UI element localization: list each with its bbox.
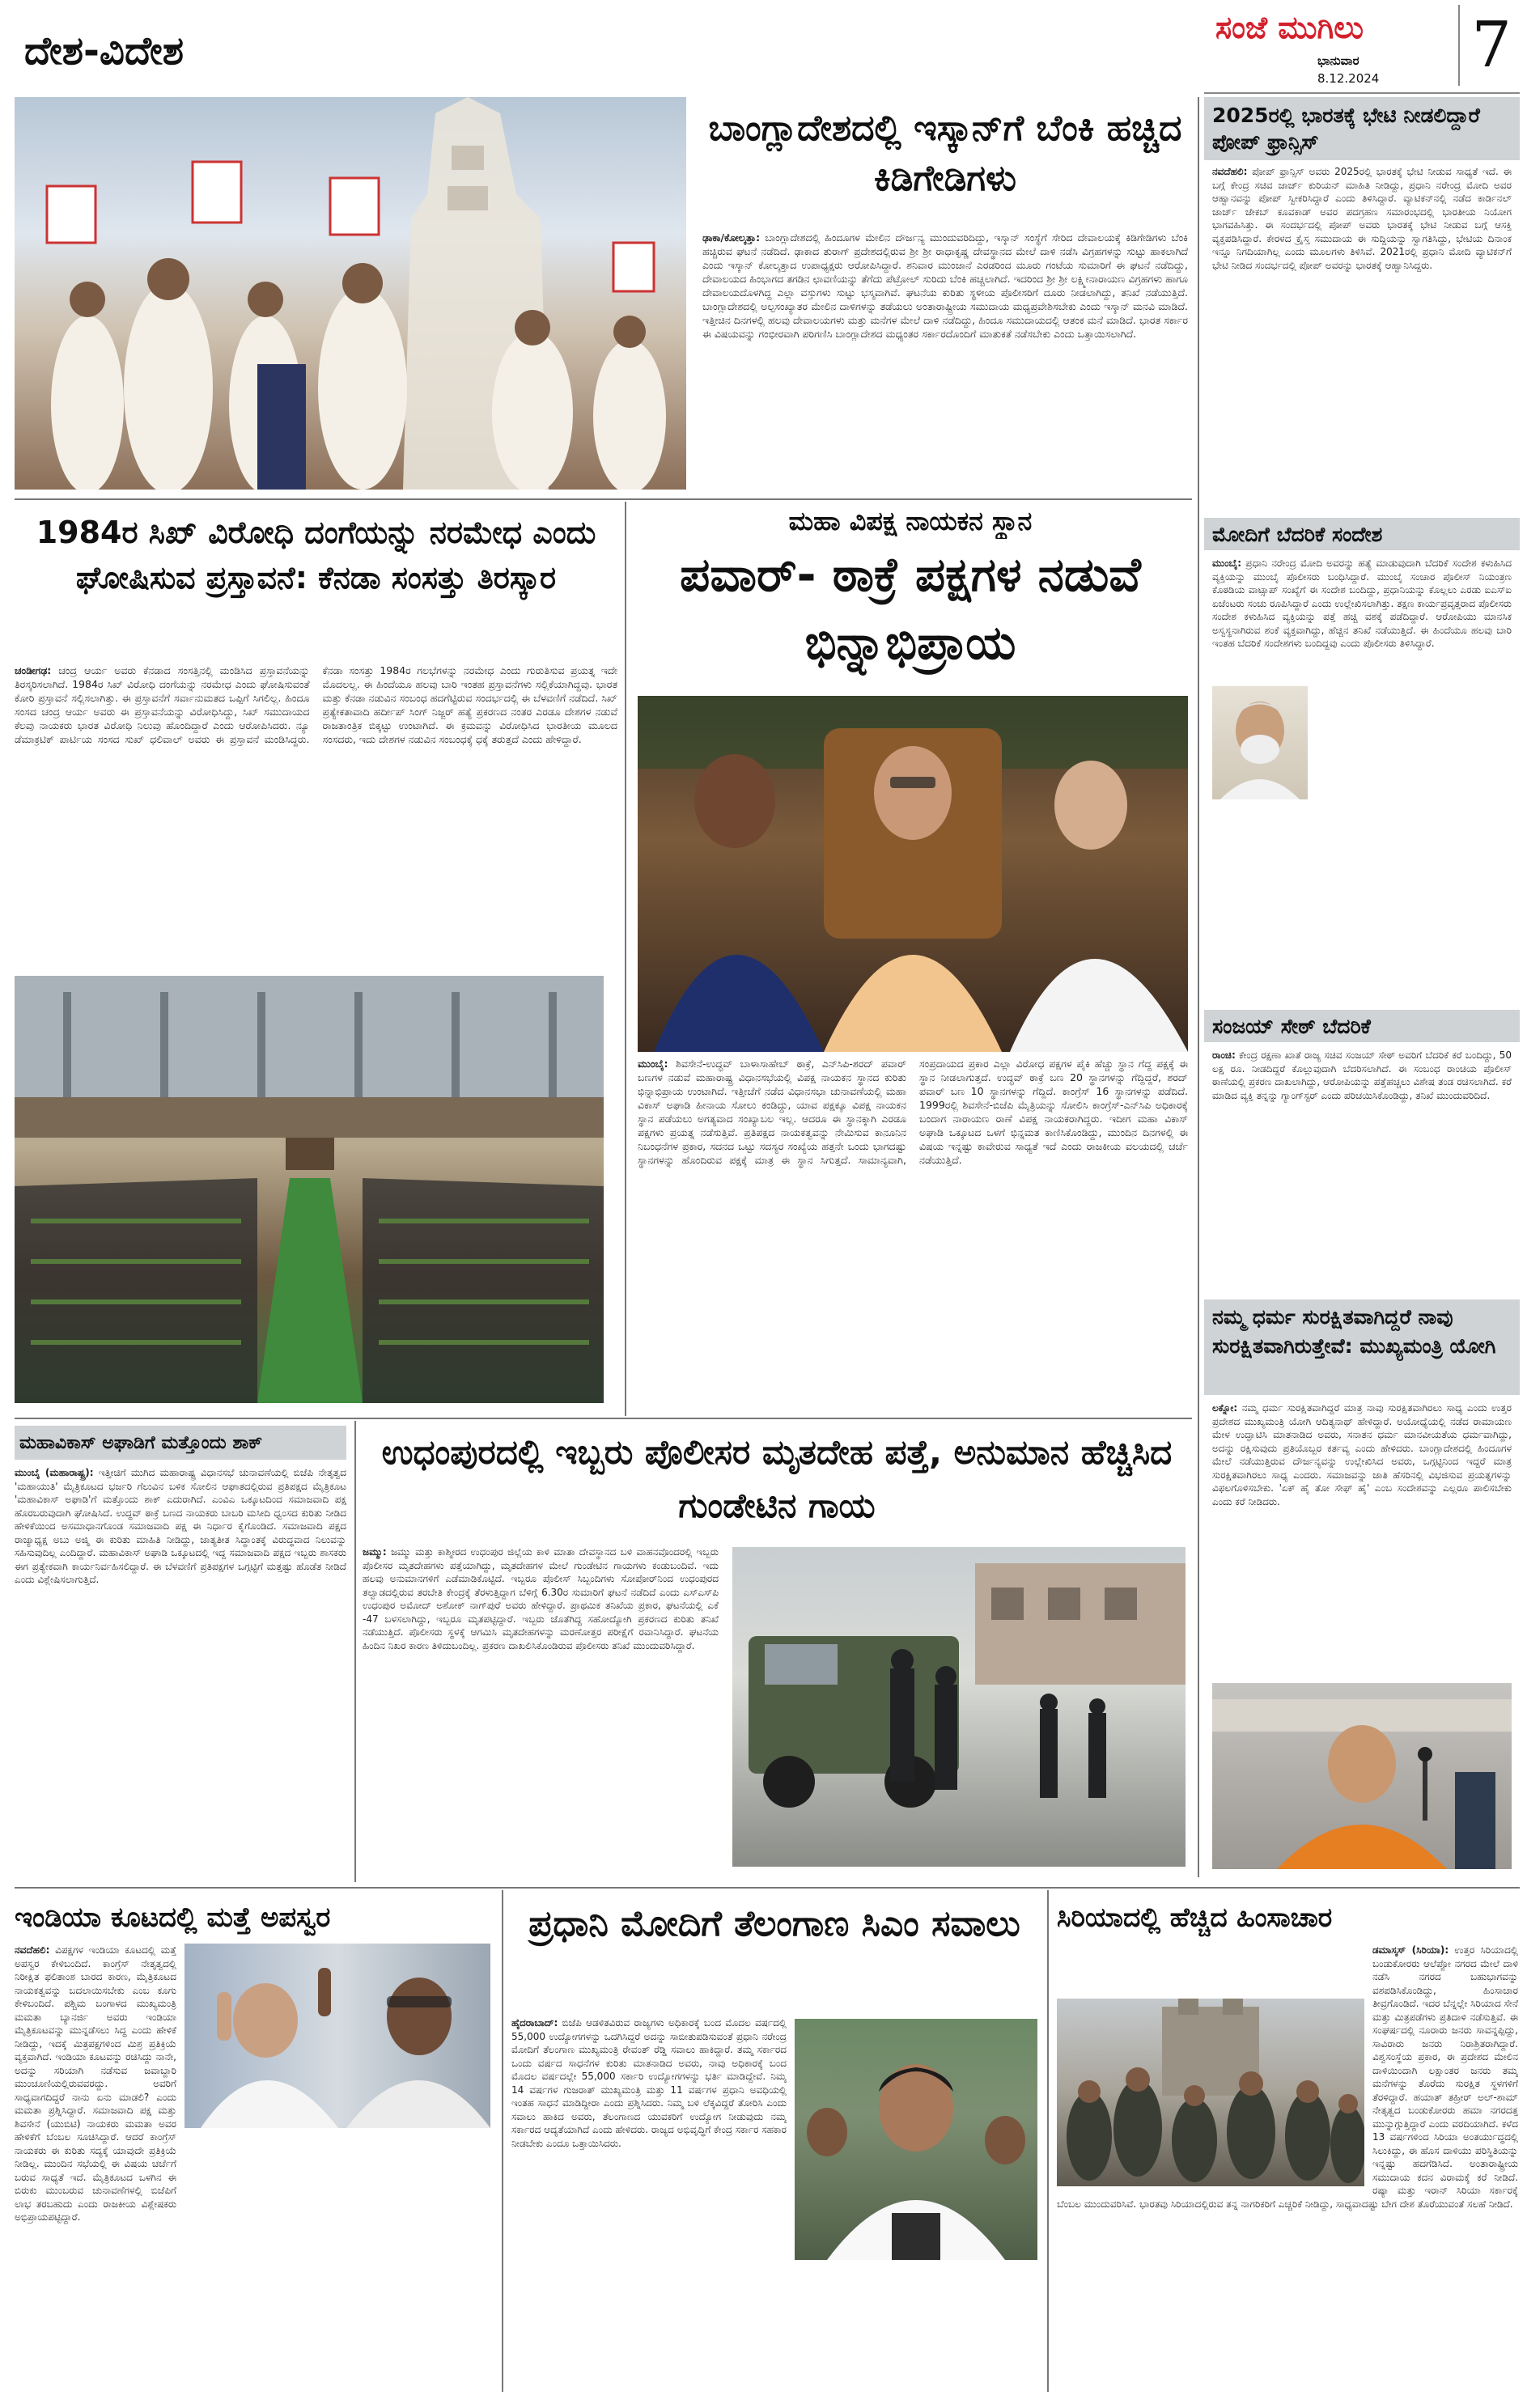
- mva-dateline: ಮುಂಬೈ (ಮಹಾರಾಷ್ಟ್ರ):: [15, 1467, 94, 1478]
- modi-photo: [1212, 686, 1308, 799]
- pawar-kicker: [631, 503, 1190, 539]
- pope-body-text: ಪೋಪ್ ಫ್ರಾನ್ಸಿಸ್ ಅವರು 2025ರಲ್ಲಿ ಭಾರತಕ್ಕೆ ಭೇಟಿ ನೀಡುವ ಸಾಧ್ಯತೆ ಇದೆ. ಈ ಬಗ್ಗೆ ಕೇಂದ್ರ ಸಚಿವ ಜಾರ್ಜ್ ಕುರಿಯನ್ ಮಾಹಿತಿ ನೀಡಿದ್ದು, ಪ್ರಧಾನಿ ನರೇಂದ್ರ ಮೋದಿ ಅವರ ಆಹ್ವಾನವನ್ನು ಪೋಪ್ ಸ್ವೀಕರಿಸಿದ್ದಾರೆ ಎಂದು ತಿಳಿಸಿದ್ದಾರೆ. ವ್ಯಾಟಿಕನ್‌ನಲ್ಲಿ ನಡೆದ ಕಾರ್ಡಿನಲ್ ಜಾರ್ಜ್ ಜೇಕಬ್ ಕೂವಕಾಡ್ ಅವರ ಪದಗ್ರಹಣ ಸಮಾರಂಭದಲ್ಲಿ ಭಾರತೀಯ ನಿಯೋಗ ಭಾಗವಹಿಸಿತ್ತು. ಈ ಸಂದರ್ಭದಲ್ಲಿ ಪೋಪ್ ಅವರು ಭಾರತಕ್ಕೆ ಭೇಟಿ ನೀಡುವ ಬಗ್ಗೆ ಆಸಕ್ತಿ ವ್ಯಕ್ತಪಡಿಸಿದ್ದಾರೆ. ಕೇರಳದ ಕ್ರೈಸ್ತ ಸಮುದಾಯ ಈ ಸುದ್ದಿಯನ್ನು ಸ್ವಾಗತಿಸಿದ್ದು, ಭೇಟಿಯ ದಿನಾಂಕ ಇನ್ನೂ ನಿಗದಿಯಾಗಿಲ್ಲ ಎಂದು ಮೂಲಗಳು ತಿಳಿಸಿವೆ. 2021ರಲ್ಲಿ ಪ್ರಧಾನಿ ಮೋದಿ ವ್ಯಾಟಿಕನ್‌ಗೆ ಭೇಟಿ ನೀಡಿದ ಸಂದರ್ಭದಲ್ಲಿ ಪೋಪ್ ಅವರನ್ನು ಭಾರತಕ್ಕೆ ಆಹ್ವಾನಿಸಿದ್ದರು.: [1212, 166, 1512, 271]
- india-headline-text: ಇಂಡಿಯಾ ಕೂಟದಲ್ಲಿ ಮತ್ತೆ ಅಪಸ್ವರ: [15, 1901, 331, 1934]
- india-body-text: ವಿಪಕ್ಷಗಳ ಇಂಡಿಯಾ ಕೂಟದಲ್ಲಿ ಮತ್ತೆ ಅಪಸ್ವರ ಕೇಳಿಬಂದಿದೆ. ಕಾಂಗ್ರೆಸ್ ನೇತೃತ್ವದಲ್ಲಿ ನಿರೀಕ್ಷಿತ ಫಲಿತಾಂಶ ಬಾರದ ಕಾರಣ, ಮೈತ್ರಿಕೂಟದ ನಾಯಕತ್ವವನ್ನು ಬದಲಾಯಿಸಬೇಕು ಎಂಬ ಕೂಗು ಕೇಳಿಬಂದಿದೆ. ಪಶ್ಚಿಮ ಬಂಗಾಳದ ಮುಖ್ಯಮಂತ್ರಿ ಮಮತಾ ಬ್ಯಾನರ್ಜಿ ಅವರು ಇಂಡಿಯಾ ಮೈತ್ರಿಕೂಟವನ್ನು ಮುನ್ನಡೆಸಲು ಸಿದ್ಧ ಎಂದು ಹೇಳಿಕೆ ನೀಡಿದ್ದು, ಇದಕ್ಕೆ ಮಿತ್ರಪಕ್ಷಗಳಿಂದ ಮಿಶ್ರ ಪ್ರತಿಕ್ರಿಯೆ ವ್ಯಕ್ತವಾಗಿದೆ. ಇಂಡಿಯಾ ಕೂಟವನ್ನು ರಚಿಸಿದ್ದು ನಾನೇ, ಅದನ್ನು ಸರಿಯಾಗಿ ನಡೆಸುವ ಜವಾಬ್ದಾರಿ ಮುಂಚೂಣಿಯಲ್ಲಿರುವವರದ್ದು. ಅವರಿಗೆ ಸಾಧ್ಯವಾಗದಿದ್ದರೆ ನಾನು ಏನು ಮಾಡಲಿ? ಎಂದು ಮಮತಾ ಪ್ರಶ್ನಿಸಿದ್ದಾರೆ. ಸಮಾಜವಾದಿ ಪಕ್ಷ ಮತ್ತು ಶಿವಸೇನೆ (ಯುಬಿಟಿ) ನಾಯಕರು ಮಮತಾ ಅವರ ಹೇಳಿಕೆಗೆ ಬೆಂಬಲ ಸೂಚಿಸಿದ್ದಾರೆ. ಆದರೆ ಕಾಂಗ್ರೆಸ್ ನಾಯಕರು ಈ ಕುರಿತು ಸದ್ಯಕ್ಕೆ ಯಾವುದೇ ಪ್ರತಿಕ್ರಿಯೆ ನೀಡಿಲ್ಲ. ಮುಂದಿನ ಸಭೆಯಲ್ಲಿ ಈ ವಿಷಯ ಚರ್ಚೆಗೆ ಬರುವ ಸಾಧ್ಯತೆ ಇದೆ. ಮೈತ್ರಿಕೂಟದ ಒಳಗಿನ ಈ ಬಿರುಕು ಮುಂಬರುವ ಚುನಾವಣೆಗಳಲ್ಲಿ ಬಿಜೆಪಿಗೆ ಲಾಭ ತರಬಹುದು ಎಂದು ರಾಜಕೀಯ ವಿಶ್ಲೇಷಕರು ಅಭಿಪ್ರಾಯಪಟ್ಟಿದ್ದಾರೆ.: [15, 1944, 176, 2223]
- yogi-headline: [1212, 1303, 1512, 1393]
- pawar-headline: [631, 541, 1190, 682]
- mva-headline-text: ಮಹಾವಿಕಾಸ್ ಅಘಾಡಿಗೆ ಮತ್ತೊಂದು ಶಾಕ್: [19, 1433, 263, 1453]
- syria-headline-text: ಸಿರಿಯಾದಲ್ಲಿ ಹೆಚ್ಚಿದ ಹಿಂಸಾಚಾರ: [1057, 1901, 1333, 1933]
- telangana-dateline: ಹೈದರಾಬಾದ್:: [511, 2017, 558, 2029]
- salman-body: [1212, 1049, 1512, 1291]
- canada-body-text: ಚಂದ್ರ ಆರ್ಯ ಅವರು ಕೆನಡಾದ ಸಂಸತ್ತಿನಲ್ಲಿ ಮಂಡಿಸಿದ ಪ್ರಸ್ತಾವನೆಯನ್ನು ತಿರಸ್ಕರಿಸಲಾಗಿದೆ. 1984ರ ಸಿಖ್ ವಿರೋಧಿ ದಂಗೆಯನ್ನು ನರಮೇಧ ಎಂದು ಘೋಷಿಸುವಂತೆ ಕೋರಿ ಪ್ರಸ್ತಾವನೆ ಸಲ್ಲಿಸಲಾಗಿತ್ತು. ಈ ಪ್ರಸ್ತಾವನೆಗೆ ಸರ್ವಾನುಮತದ ಒಪ್ಪಿಗೆ ಸಿಗಲಿಲ್ಲ. ಹಿಂದೂ ಸಂಸದ ಚಂದ್ರ ಆರ್ಯ ಅವರು ಈ ಪ್ರಸ್ತಾವನೆಯನ್ನು ವಿರೋಧಿಸಿದ್ದು, ಸಿಖ್ ಸಮುದಾಯದ ಕೆಲವು ನಾಯಕರು ಭಾರತ ವಿರೋಧಿ ನಿಲುವು ಹೊಂದಿದ್ದಾರೆ ಎಂದು ಆರೋಪಿಸಿದರು. ನ್ಯೂ ಡೆಮಾಕ್ರಟಿಕ್ ಪಾರ್ಟಿಯ ಸಂಸದ ಸುಖ್ ಧಲಿವಾಲ್ ಅವರು ಈ ಪ್ರಸ್ತಾವನೆ ಮಂಡಿಸಿದ್ದರು. ಕೆನಡಾ ಸಂಸತ್ತು 1984ರ ಗಲಭೆಗಳನ್ನು ನರಮೇಧ ಎಂದು ಗುರುತಿಸುವ ಪ್ರಯತ್ನ ಇದೇ ಮೊದಲಲ್ಲ. ಈ ಹಿಂದೆಯೂ ಹಲವು ಬಾರಿ ಇಂತಹ ಪ್ರಸ್ತಾವನೆಗಳು ಸಲ್ಲಿಕೆಯಾಗಿದ್ದವು. ಭಾರತ ಮತ್ತು ಕೆನಡಾ ನಡುವಿನ ಸಂಬಂಧ ಹದಗೆಟ್ಟಿರುವ ಸಂದರ್ಭದಲ್ಲಿ ಈ ಬೆಳವಣಿಗೆ ನಡೆದಿದೆ. ಸಿಖ್ ಪ್ರತ್ಯೇಕತಾವಾದಿ ಹರ್ದೀಪ್ ಸಿಂಗ್ ನಿಜ್ಜರ್ ಹತ್ಯೆ ಪ್ರಕರಣದ ನಂತರ ಎರಡೂ ದೇಶಗಳ ನಡುವೆ ರಾಜತಾಂತ್ರಿಕ ಬಿಕ್ಕಟ್ಟು ಉಂಟಾಗಿದೆ. ಈ ಕ್ರಮವನ್ನು ವಿರೋಧಿಸಿದ ಭಾರತೀಯ ಮೂಲದ ಸಂಸದರು, ಇದು ದೇಶಗಳ ನಡುವಿನ ಸಂಬಂಧಕ್ಕೆ ಧಕ್ಕೆ ತರುತ್ತದೆ ಎಂದು ಹೇಳಿದ್ದಾರೆ.: [15, 664, 617, 745]
- yogi-dateline: ಲಕ್ನೋ:: [1212, 1402, 1238, 1414]
- syria-headline: [1057, 1897, 1518, 1938]
- salman-dateline: ರಾಂಚಿ:: [1212, 1049, 1236, 1061]
- canada-headline-text: 1984ರ ಸಿಖ್ ವಿರೋಧಿ ದಂಗೆಯನ್ನು ನರಮೇಧ ಎಂದು ಘೋಷಿಸುವ ಪ್ರಸ್ತಾವನೆ: ಕೆನಡಾ ಸಂಸತ್ತು ತಿರಸ್ಕಾರ: [36, 515, 596, 596]
- pawar-dateline: ಮುಂಬೈ:: [638, 1058, 668, 1070]
- canada-headline: [15, 510, 617, 655]
- india-dateline: ನವದೆಹಲಿ:: [15, 1944, 50, 1956]
- divider-india-telangana: [502, 1890, 503, 2392]
- india-body: [15, 1944, 176, 2389]
- iskcon-body-text: ಬಾಂಗ್ಲಾದೇಶದಲ್ಲಿ ಹಿಂದೂಗಳ ಮೇಲಿನ ದೌರ್ಜನ್ಯ ಮುಂದುವರಿದಿದ್ದು, ಇಸ್ಕಾನ್ ಸಂಸ್ಥೆಗೆ ಸೇರಿದ ದೇವಾಲಯಕ್ಕೆ ಕಿಡಿಗೇಡಿಗಳು ಬೆಂಕಿ ಹಚ್ಚಿರುವ ಘಟನೆ ನಡೆದಿದೆ. ಢಾಕಾದ ತುರಾಗ್ ಪ್ರದೇಶದಲ್ಲಿರುವ ಶ್ರೀ ಶ್ರೀ ರಾಧಾಕೃಷ್ಣ ದೇವಸ್ಥಾನದ ಮೇಲೆ ದಾಳಿ ನಡೆಸಿ ವಿಗ್ರಹಗಳನ್ನು ಸುಟ್ಟು ಹಾಕಲಾಗಿದೆ ಎಂದು ಇಸ್ಕಾನ್ ಕೋಲ್ಕತ್ತಾದ ಉಪಾಧ್ಯಕ್ಷರು ಆರೋಪಿಸಿದ್ದಾರೆ. ಶನಿವಾರ ಮುಂಜಾನೆ ಎರಡರಿಂದ ಮೂರು ಗಂಟೆಯ ಸುಮಾರಿಗೆ ಈ ಘಟನೆ ನಡೆದಿದ್ದು, ದೇವಾಲಯದ ಹಿಂಭಾಗದ ತಗಡಿನ ಛಾವಣಿಯನ್ನು ತೆಗೆದು ಪೆಟ್ರೋಲ್ ಸುರಿದು ಬೆಂಕಿ ಹಚ್ಚಲಾಗಿದೆ. ಇದರಿಂದ ಶ್ರೀ ಶ್ರೀ ಲಕ್ಷ್ಮೀನಾರಾಯಣ ವಿಗ್ರಹಗಳು ಹಾಗೂ ದೇವಾಲಯದೊಳಗಿದ್ದ ಎಲ್ಲಾ ವಸ್ತುಗಳು ಸುಟ್ಟು ಭಸ್ಮವಾಗಿವೆ. ಘಟನೆಯ ಕುರಿತು ಸ್ಥಳೀಯ ಪೊಲೀಸರಿಗೆ ದೂರು ನೀಡಲಾಗಿದ್ದು, ತನಿಖೆ ನಡೆಯುತ್ತಿದೆ. ಬಾಂಗ್ಲಾದೇಶದಲ್ಲಿ ಅಲ್ಪಸಂಖ್ಯಾತರ ಮೇಲಿನ ದಾಳಿಗಳನ್ನು ತಡೆಯಲು ಅಂತಾರಾಷ್ಟ್ರೀಯ ಸಮುದಾಯ ಮಧ್ಯಪ್ರವೇಶಿಸಬೇಕು ಎಂದು ಇಸ್ಕಾನ್ ಮನವಿ ಮಾಡಿದೆ. ಇತ್ತೀಚಿನ ದಿನಗಳಲ್ಲಿ ಹಲವು ದೇವಾಲಯಗಳು ಮತ್ತು ಮನೆಗಳ ಮೇಲೆ ದಾಳಿ ನಡೆದಿದ್ದು, ಹಿಂದೂ ಸಮುದಾಯದಲ್ಲಿ ಆತಂಕ ಮನೆ ಮಾಡಿದೆ. ಭಾರತ ಸರ್ಕಾರ ಈ ವಿಷಯವನ್ನು ಗಂಭೀರವಾಗಿ ಪರಿಗಣಿಸಿ ಬಾಂಗ್ಲಾದೇಶದ ಮಧ್ಯಂತರ ಸರ್ಕಾರದೊಂದಿಗೆ ಮಾತುಕತೆ ನಡೆಸಬೇಕು ಎಂದು ಒತ್ತಾಯಿಸಲಾಗಿದೆ.: [702, 231, 1188, 340]
- syria-dateline: ಡಮಾಸ್ಕಸ್ (ಸಿರಿಯಾ):: [1372, 1944, 1449, 1956]
- modi-body: [1212, 557, 1512, 682]
- page-number: 7: [1458, 5, 1512, 86]
- udhampur-body-text: ಜಮ್ಮು ಮತ್ತು ಕಾಶ್ಮೀರದ ಉಧಂಪುರ ಜಿಲ್ಲೆಯ ಕಾಳಿ ಮಾತಾ ದೇವಸ್ಥಾನದ ಬಳಿ ವಾಹನವೊಂದರಲ್ಲಿ ಇಬ್ಬರು ಪೊಲೀಸರ ಮೃತದೇಹಗಳು ಪತ್ತೆಯಾಗಿದ್ದು, ಮೃತದೇಹಗಳ ಮೇಲೆ ಗುಂಡೇಟಿನ ಗಾಯಗಳು ಕಂಡುಬಂದಿವೆ. ಇದು ಹಲವು ಅನುಮಾನಗಳಿಗೆ ಎಡೆಮಾಡಿಕೊಟ್ಟಿದೆ. ಇಬ್ಬರೂ ಪೊಲೀಸ್ ಸಿಬ್ಬಂದಿಗಳು ಸೋಪೋರ್‌ನಿಂದ ಉಧಂಪುರದ ತಲ್ವಾಡದಲ್ಲಿರುವ ತರಬೇತಿ ಕೇಂದ್ರಕ್ಕೆ ತೆರಳುತ್ತಿದ್ದಾಗ ಬೆಳಿಗ್ಗೆ 6.30ರ ಸುಮಾರಿಗೆ ಘಟನೆ ನಡೆದಿದೆ ಎಂದು ಎಸ್‌ಎಸ್‌ಪಿ ಉಧಂಪುರ ಅಮೋದ್ ಅಶೋಕ್ ನಾಗ್‌ಪುರೆ ಅವರು ಹೇಳಿದ್ದಾರೆ. ಪ್ರಾಥಮಿಕ ತನಿಖೆಯ ಪ್ರಕಾರ, ಘಟನೆಯಲ್ಲಿ ಎಕೆ -47 ಬಳಸಲಾಗಿದ್ದು, ಇಬ್ಬರೂ ಮೃತಪಟ್ಟಿದ್ದಾರೆ. ಇಬ್ಬರು ಜೊತೆಗಿದ್ದ ಸಹೋದ್ಯೋಗಿ ಪ್ರಕರಣದ ಕುರಿತು ತನಿಖೆ ನಡೆಯುತ್ತಿದೆ. ಪೊಲೀಸರು ಸ್ಥಳಕ್ಕೆ ಆಗಮಿಸಿ ಮೃತದೇಹಗಳನ್ನು ಮರಣೋತ್ತರ ಪರೀಕ್ಷೆಗೆ ರವಾನಿಸಿದ್ದಾರೆ. ಘಟನೆಯ ಹಿಂದಿನ ನಿಖರ ಕಾರಣ ತಿಳಿದುಬಂದಿಲ್ಲ. ಪ್ರಕರಣ ದಾಖಲಿಸಿಕೊಂಡಿರುವ ಪೊಲೀಸರು ತನಿಖೆ ಮುಂದುವರಿಸಿದ್ದಾರೆ.: [363, 1546, 719, 1651]
- pope-dateline: ನವದೆಹಲಿ:: [1212, 166, 1248, 177]
- modi-body-cont: [1314, 686, 1512, 1006]
- canada-dateline: ಚಂಡೀಗಢ:: [15, 664, 52, 676]
- iskcon-body: [702, 231, 1188, 494]
- divider-telangana-syria: [1047, 1890, 1049, 2392]
- divider-middle-row: [15, 1418, 1192, 1419]
- mva-body-text: ಇತ್ತೀಚಿಗೆ ಮುಗಿದ ಮಹಾರಾಷ್ಟ್ರ ವಿಧಾನಸಭೆ ಚುನಾವಣೆಯಲ್ಲಿ ಬಿಜೆಪಿ ನೇತೃತ್ವದ 'ಮಹಾಯುತಿ' ಮೈತ್ರಿಕೂಟದ ಭರ್ಜರಿ ಗೆಲುವಿನ ಬಳಿಕ ಸೋಲಿನ ಆಘಾತದಲ್ಲಿರುವ ಪ್ರತಿಪಕ್ಷದ ಮೈತ್ರಿಕೂಟ 'ಮಹಾವಿಕಾಸ್ ಅಘಾಡಿ'ಗೆ ಮತ್ತೊಂದು ಶಾಕ್ ಎದುರಾಗಿದೆ. ಎಂವಿಎ ಒಕ್ಕೂಟದಿಂದ ಸಮಾಜವಾದಿ ಪಕ್ಷ ಹೊರಬರುವುದಾಗಿ ಘೋಷಿಸಿದೆ. ಉದ್ಧವ್ ಠಾಕ್ರೆ ಬಣದ ನಾಯಕರು ಬಾಬರಿ ಮಸೀದಿ ಧ್ವಂಸದ ಕುರಿತು ನೀಡಿದ ಹೇಳಿಕೆಯಿಂದ ಅಸಮಾಧಾನಗೊಂಡ ಸಮಾಜವಾದಿ ಪಕ್ಷ ಈ ನಿರ್ಧಾರ ಕೈಗೊಂಡಿದೆ. ಸಮಾಜವಾದಿ ಪಕ್ಷದ ರಾಜ್ಯಾಧ್ಯಕ್ಷ ಅಬು ಅಜ್ಮಿ ಈ ಕುರಿತು ಮಾಹಿತಿ ನೀಡಿದ್ದು, ಜಾತ್ಯತೀತ ಸಿದ್ಧಾಂತಕ್ಕೆ ವಿರುದ್ಧವಾದ ನಿಲುವನ್ನು ಸಹಿಸುವುದಿಲ್ಲ ಎಂದಿದ್ದಾರೆ. ಮಹಾವಿಕಾಸ್ ಅಘಾಡಿ ಒಕ್ಕೂಟದಲ್ಲಿ ಇದ್ದ ಸಮಾಜವಾದಿ ಪಕ್ಷದ ಇಬ್ಬರು ಶಾಸಕರು ಈಗ ಪ್ರತ್ಯೇಕವಾಗಿ ಕಾರ್ಯನಿರ್ವಹಿಸಲಿದ್ದಾರೆ. ಈ ಬೆಳವಣಿಗೆ ಪ್ರತಿಪಕ್ಷಗಳ ಒಗ್ಗಟ್ಟಿಗೆ ಮತ್ತಷ್ಟು ಹೊಡೆತ ನೀಡಿದೆ ಎಂದು ವಿಶ್ಲೇಷಿಸಲಾಗುತ್ತಿದೆ.: [15, 1467, 346, 1585]
- masthead: [1204, 5, 1520, 94]
- udhampur-headline-text: ಉಧಂಪುರದಲ್ಲಿ ಇಬ್ಬರು ಪೊಲೀಸರ ಮೃತದೇಹ ಪತ್ತೆ, ಅನುಮಾನ ಹೆಚ್ಚಿಸಿದ ಗುಂಡೇಟಿನ ಗಾಯ: [381, 1432, 1173, 1525]
- modi-headline-text: ಮೋದಿಗೆ ಬೆದರಿಕೆ ಸಂದೇಶ: [1212, 523, 1383, 546]
- divider-mva-udhampur: [354, 1421, 356, 1882]
- pope-headline: [1212, 102, 1512, 159]
- india-headline: [15, 1897, 492, 1938]
- divider-bottom-row: [15, 1887, 1520, 1889]
- modi-body-text: ಪ್ರಧಾನಿ ನರೇಂದ್ರ ಮೋದಿ ಅವರನ್ನು ಹತ್ಯೆ ಮಾಡುವುದಾಗಿ ಬೆದರಿಕೆ ಸಂದೇಶ ಕಳುಹಿಸಿದ ವ್ಯಕ್ತಿಯನ್ನು ಮುಂಬೈ ಪೊಲೀಸರು ಬಂಧಿಸಿದ್ದಾರೆ. ಮುಂಬೈ ಸಂಚಾರ ಪೊಲೀಸ್ ನಿಯಂತ್ರಣ ಕೊಠಡಿಯ ವಾಟ್ಸಾಪ್ ಸಂಖ್ಯೆಗೆ ಈ ಸಂದೇಶ ಬಂದಿದ್ದು, ಪ್ರಧಾನಿಯನ್ನು ಕೊಲ್ಲಲು ಎರಡು ಐಎಸ್‌ಐ ಏಜೆಂಟರು ಸಂಚು ರೂಪಿಸಿದ್ದಾರೆ ಎಂದು ಉಲ್ಲೇಖಿಸಲಾಗಿತ್ತು. ತಕ್ಷಣ ಕಾರ್ಯಪ್ರವೃತ್ತರಾದ ಪೊಲೀಸರು ಸಂದೇಶ ಕಳುಹಿಸಿದ ವ್ಯಕ್ತಿಯನ್ನು ಪತ್ತೆ ಹಚ್ಚಿ ವಶಕ್ಕೆ ಪಡೆದಿದ್ದಾರೆ. ಆರೋಪಿಯು ಮಾನಸಿಕ ಅಸ್ವಸ್ಥನಾಗಿರುವ ಶಂಕೆ ವ್ಯಕ್ತವಾಗಿದ್ದು, ಹೆಚ್ಚಿನ ತನಿಖೆ ನಡೆಯುತ್ತಿದೆ. ಈ ಹಿಂದೆಯೂ ಹಲವು ಬಾರಿ ಇಂತಹ ಬೆದರಿಕೆ ಸಂದೇಶಗಳು ಬಂದಿದ್ದವು ಎಂದು ಪೊಲೀಸರು ತಿಳಿಸಿದ್ದಾರೆ.: [1212, 557, 1512, 649]
- pawar-body: [638, 1057, 1188, 1413]
- mva-headline: [19, 1427, 343, 1460]
- modi-dateline: ಮುಂಬೈ:: [1212, 557, 1242, 569]
- masthead-day: ಭಾನುವಾರ: [1317, 53, 1359, 68]
- divider-sidebar: [1198, 97, 1199, 1877]
- syria-body-text: ಉತ್ತರ ಸಿರಿಯಾದಲ್ಲಿ ಬಂಡುಕೋರರು ಆಲೆಪ್ಪೋ ನಗರದ ಮೇಲೆ ದಾಳಿ ನಡೆಸಿ ನಗರದ ಬಹುಭಾಗವನ್ನು ವಶಪಡಿಸಿಕೊಂಡಿದ್ದು, ಹಿಂಸಾಚಾರ ತೀವ್ರಗೊಂಡಿದೆ. ಇದರ ಬೆನ್ನಲ್ಲೇ ಸಿರಿಯಾದ ಸೇನೆ ಮತ್ತು ಮಿತ್ರಪಡೆಗಳು ಪ್ರತಿದಾಳಿ ನಡೆಸುತ್ತಿವೆ. ಈ ಸಂಘರ್ಷದಲ್ಲಿ ನೂರಾರು ಜನರು ಸಾವನ್ನಪ್ಪಿದ್ದು, ಸಾವಿರಾರು ಜನರು ನಿರಾಶ್ರಿತರಾಗಿದ್ದಾರೆ. ವಿಶ್ವಸಂಸ್ಥೆಯ ಪ್ರಕಾರ, ಈ ಪ್ರದೇಶದ ಮೇಲಿನ ದಾಳಿಯಿಂದಾಗಿ ಲಕ್ಷಾಂತರ ಜನರು ತಮ್ಮ ಮನೆಗಳನ್ನು ತೊರೆದು ಸುರಕ್ಷಿತ ಸ್ಥಳಗಳಿಗೆ ತೆರಳಿದ್ದಾರೆ. ಹಯಾತ್ ತಹ್ರೀರ್ ಅಲ್-ಶಾಮ್ ನೇತೃತ್ವದ ಬಂಡುಕೋರರು ಹಮಾ ನಗರದತ್ತ ಮುನ್ನುಗ್ಗುತ್ತಿದ್ದಾರೆ ಎಂದು ವರದಿಯಾಗಿದೆ. ಕಳೆದ 13 ವರ್ಷಗಳಿಂದ ಸಿರಿಯಾ ಅಂತರ್ಯುದ್ಧದಲ್ಲಿ ಸಿಲುಕಿದ್ದು, ಈ ಹೊಸ ದಾಳಿಯು ಪರಿಸ್ಥಿತಿಯನ್ನು ಇನ್ನಷ್ಟು ಹದಗೆಡಿಸಿದೆ. ಅಂತಾರಾಷ್ಟ್ರೀಯ ಸಮುದಾಯ ಕದನ ವಿರಾಮಕ್ಕೆ ಕರೆ ನೀಡಿದೆ. ರಷ್ಯಾ ಮತ್ತು ಇರಾನ್ ಸಿರಿಯಾ ಸರ್ಕಾರಕ್ಕೆ ಬೆಂಬಲ ಮುಂದುವರಿಸಿವೆ. ಭಾರತವು ಸಿರಿಯಾದಲ್ಲಿರುವ ತನ್ನ ನಾಗರಿಕರಿಗೆ ಎಚ್ಚರಿಕೆ ನೀಡಿದ್ದು, ಸಾಧ್ಯವಾದಷ್ಟು ಬೇಗ ದೇಶ ತೊರೆಯುವಂತೆ ಸಲಹೆ ನೀಡಿದೆ.: [1057, 1944, 1518, 2210]
- yogi-headline-text: ನಮ್ಮ ಧರ್ಮ ಸುರಕ್ಷಿತವಾಗಿದ್ದರೆ ನಾವು ಸುರಕ್ಷಿತವಾಗಿರುತ್ತೇವೆ: ಮುಖ್ಯಮಂತ್ರಿ ಯೋಗಿ: [1212, 1305, 1496, 1358]
- salman-body-text: ಕೇಂದ್ರ ರಕ್ಷಣಾ ಖಾತೆ ರಾಜ್ಯ ಸಚಿವ ಸಂಜಯ್ ಸೇಠ್ ಅವರಿಗೆ ಬೆದರಿಕೆ ಕರೆ ಬಂದಿದ್ದು, 50 ಲಕ್ಷ ರೂ. ನೀಡದಿದ್ದರೆ ಕೊಲ್ಲುವುದಾಗಿ ಬೆದರಿಸಲಾಗಿದೆ. ಈ ಸಂಬಂಧ ರಾಂಚಿಯ ಪೊಲೀಸ್ ಠಾಣೆಯಲ್ಲಿ ಪ್ರಕರಣ ದಾಖಲಾಗಿದ್ದು, ಆರೋಪಿಯನ್ನು ಪತ್ತೆಹಚ್ಚಲು ವಿಶೇಷ ತಂಡ ರಚಿಸಲಾಗಿದೆ. ಕರೆ ಮಾಡಿದ ವ್ಯಕ್ತಿ ತನ್ನನ್ನು ಗ್ಯಾಂಗ್‌ಸ್ಟರ್ ಎಂದು ಪರಿಚಯಿಸಿಕೊಂಡಿದ್ದು, ತನಿಖೆ ಮುಂದುವರಿದಿದೆ.: [1212, 1049, 1512, 1101]
- masthead-logo: ಸಂಜೆ ಮುಗಿಲು: [1215, 10, 1364, 45]
- divider-canada-pawar: [625, 502, 626, 1416]
- section-title: [24, 23, 364, 79]
- udhampur-body: [363, 1545, 719, 1879]
- canada-body: [15, 663, 617, 971]
- divider-top-row: [15, 498, 1192, 500]
- telangana-headline: [511, 1897, 1037, 2011]
- pawar-headline-text: ಪವಾರ್- ಠಾಕ್ರೆ ಪಕ್ಷಗಳ ನಡುವೆ ಭಿನ್ನಾಭಿಪ್ರಾಯ: [680, 547, 1141, 670]
- udhampur-headline: [363, 1426, 1191, 1539]
- salman-headline: [1212, 1013, 1512, 1042]
- yogi-body: [1212, 1401, 1512, 1677]
- telangana-body-cont: [795, 2266, 1037, 2387]
- telangana-headline-text: ಪ್ರಧಾನಿ ಮೋದಿಗೆ ತೆಲಂಗಾಣ ಸಿಎಂ ಸವಾಲು: [528, 1903, 1020, 1944]
- pope-body: [1212, 165, 1512, 513]
- canada-parliament-photo: [15, 976, 604, 1403]
- udhampur-dateline: ಜಮ್ಮು:: [363, 1546, 387, 1558]
- mva-body: [15, 1466, 346, 1846]
- india-leaders-photo: [185, 1944, 490, 2128]
- modi-headline: [1212, 521, 1512, 550]
- pawar-kicker-text: ಮಹಾ ವಿಪಕ್ಷ ನಾಯಕನ ಸ್ಥಾನ: [788, 506, 1033, 536]
- iskcon-headline-text: ಬಾಂಗ್ಲಾದೇಶದಲ್ಲಿ ಇಸ್ಕಾನ್‌ಗೆ ಬೆಂಕಿ ಹಚ್ಚಿದ ಕಿಡಿಗೇಡಿಗಳು: [708, 108, 1182, 199]
- pawar-thackeray-photo: [638, 696, 1188, 1052]
- yogi-photo: [1212, 1683, 1512, 1869]
- telangana-body: [511, 2016, 787, 2389]
- telangana-cm-photo: [795, 2019, 1037, 2260]
- syria-photo: [1057, 1999, 1364, 2186]
- iskcon-headline: [702, 104, 1188, 225]
- pawar-body-text: ಶಿವಸೇನೆ-ಉದ್ಧವ್ ಬಾಳಾಸಾಹೇಬ್ ಠಾಕ್ರೆ, ಎನ್‌ಸಿಪಿ-ಶರದ್ ಪವಾರ್ ಬಣಗಳ ನಡುವೆ ಮಹಾರಾಷ್ಟ್ರ ವಿಧಾನಸಭೆಯಲ್ಲಿ ವಿಪಕ್ಷ ನಾಯಕನ ಸ್ಥಾನದ ಕುರಿತು ಭಿನ್ನಾಭಿಪ್ರಾಯ ಉಂಟಾಗಿದೆ. ಇತ್ತೀಚೆಗೆ ನಡೆದ ವಿಧಾನಸಭಾ ಚುನಾವಣೆಯಲ್ಲಿ ಮಹಾ ವಿಕಾಸ್ ಅಘಾಡಿ ಹೀನಾಯ ಸೋಲು ಕಂಡಿದ್ದು, ಯಾವ ಪಕ್ಷಕ್ಕೂ ವಿಪಕ್ಷ ನಾಯಕನ ಸ್ಥಾನ ಪಡೆಯಲು ಅಗತ್ಯವಾದ ಸಂಖ್ಯಾಬಲ ಇಲ್ಲ. ಆದರೂ ಈ ಸ್ಥಾನಕ್ಕಾಗಿ ಎರಡೂ ಪಕ್ಷಗಳು ಪ್ರಯತ್ನ ನಡೆಸುತ್ತಿವೆ. ಪ್ರತಿಪಕ್ಷದ ನಾಯಕತ್ವವನ್ನು ನೇಮಿಸುವ ಕಾನೂನಿನ ನಿಬಂಧನೆಗಳ ಪ್ರಕಾರ, ಸದನದ ಒಟ್ಟು ಸದಸ್ಯರ ಸಂಖ್ಯೆಯ ಹತ್ತನೇ ಒಂದು ಭಾಗದಷ್ಟು ಸ್ಥಾನಗಳನ್ನು ಹೊಂದಿರುವ ಪಕ್ಷಕ್ಕೆ ಮಾತ್ರ ಈ ಸ್ಥಾನ ಸಿಗುತ್ತದೆ. ಸಾಮಾನ್ಯವಾಗಿ, ಸಂಪ್ರದಾಯದ ಪ್ರಕಾರ ಎಲ್ಲಾ ವಿರೋಧ ಪಕ್ಷಗಳ ಪೈಕಿ ಹೆಚ್ಚು ಸ್ಥಾನ ಗೆದ್ದ ಪಕ್ಷಕ್ಕೆ ಈ ಸ್ಥಾನ ನೀಡಲಾಗುತ್ತದೆ. ಉದ್ಧವ್ ಠಾಕ್ರೆ ಬಣ 20 ಸ್ಥಾನಗಳನ್ನು ಗೆದ್ದಿದ್ದರೆ, ಶರದ್ ಪವಾರ್ ಬಣ 10 ಸ್ಥಾನಗಳನ್ನು ಗೆದ್ದಿದೆ. ಕಾಂಗ್ರೆಸ್ 16 ಸ್ಥಾನಗಳನ್ನು ಪಡೆದಿದೆ. 1999ರಲ್ಲಿ ಶಿವಸೇನೆ-ಬಿಜೆಪಿ ಮೈತ್ರಿಯನ್ನು ಸೋಲಿಸಿ ಕಾಂಗ್ರೆಸ್-ಎನ್‌ಸಿಪಿ ಅಧಿಕಾರಕ್ಕೆ ಬಂದಾಗ ನಾರಾಯಣ ರಾಣೆ ವಿಪಕ್ಷ ನಾಯಕರಾಗಿದ್ದರು. ಇದೀಗ ಮಹಾ ವಿಕಾಸ್ ಅಘಾಡಿ ಒಕ್ಕೂಟದ ಒಳಗೆ ಭಿನ್ನಮತ ಕಾಣಿಸಿಕೊಂಡಿದ್ದು, ಮುಂದಿನ ದಿನಗಳಲ್ಲಿ ಈ ವಿಷಯ ಇನ್ನಷ್ಟು ಕಾವೇರುವ ಸಾಧ್ಯತೆ ಇದೆ ಎಂದು ರಾಜಕೀಯ ವಲಯದಲ್ಲಿ ಚರ್ಚೆ ನಡೆಯುತ್ತಿದೆ.: [638, 1058, 1188, 1166]
- salman-headline-text: ಸಂಜಯ್ ಸೇಠ್ ಬೆದರಿಕೆ: [1212, 1015, 1371, 1038]
- telangana-body-text: ಬಿಜೆಪಿ ಆಡಳಿತವಿರುವ ರಾಜ್ಯಗಳು ಅಧಿಕಾರಕ್ಕೆ ಬಂದ ಮೊದಲ ವರ್ಷದಲ್ಲಿ 55,000 ಉದ್ಯೋಗಗಳನ್ನು ಒದಗಿಸಿದ್ದರೆ ಅದನ್ನು ಸಾಬೀತುಪಡಿಸುವಂತೆ ಪ್ರಧಾನಿ ನರೇಂದ್ರ ಮೋದಿಗೆ ತೆಲಂಗಾಣ ಮುಖ್ಯಮಂತ್ರಿ ರೇವಂತ್ ರೆಡ್ಡಿ ಸವಾಲು ಹಾಕಿದ್ದಾರೆ. ತಮ್ಮ ಸರ್ಕಾರದ ಒಂದು ವರ್ಷದ ಸಾಧನೆಗಳ ಕುರಿತು ಮಾತನಾಡಿದ ಅವರು, ನಾವು ಅಧಿಕಾರಕ್ಕೆ ಬಂದ ಮೊದಲ ವರ್ಷದಲ್ಲೇ 55,000 ಸರ್ಕಾರಿ ಉದ್ಯೋಗಗಳನ್ನು ಭರ್ತಿ ಮಾಡಿದ್ದೇವೆ. ನಿಮ್ಮ 14 ವರ್ಷಗಳ ಗುಜರಾತ್ ಮುಖ್ಯಮಂತ್ರಿ ಮತ್ತು 11 ವರ್ಷಗಳ ಪ್ರಧಾನಿ ಅವಧಿಯಲ್ಲಿ ಇಂತಹ ಸಾಧನೆ ಮಾಡಿದ್ದೀರಾ ಎಂದು ಪ್ರಶ್ನಿಸಿದರು. ನಿಮ್ಮ ಬಳಿ ಲೆಕ್ಕವಿದ್ದರೆ ತೋರಿಸಿ ಎಂದು ಸವಾಲು ಹಾಕಿದ ಅವರು, ತೆಲಂಗಾಣದ ಯುವಕರಿಗೆ ಉದ್ಯೋಗ ನೀಡುವುದು ನಮ್ಮ ಸರ್ಕಾರದ ಆದ್ಯತೆಯಾಗಿದೆ ಎಂದು ಹೇಳಿದರು. ರಾಜ್ಯದ ಅಭಿವೃದ್ಧಿಗೆ ಕೇಂದ್ರ ಸರ್ಕಾರ ಸಹಕಾರ ನೀಡಬೇಕು ಎಂದೂ ಒತ್ತಾಯಿಸಿದರು.: [511, 2017, 787, 2149]
- udhampur-photo: [732, 1547, 1186, 1867]
- masthead-date: 8.12.2024: [1317, 71, 1380, 86]
- india-body-cont: [185, 2136, 490, 2387]
- pope-headline-text: 2025ರಲ್ಲಿ ಭಾರತಕ್ಕೆ ಭೇಟಿ ನೀಡಲಿದ್ದಾರೆ ಪೋಪ್ ಫ್ರಾನ್ಸಿಸ್: [1212, 104, 1480, 154]
- section-title-text: ದೇಶ-ವಿದೇಶ: [24, 28, 184, 74]
- iskcon-dateline: ಢಾಕಾ/ಕೋಲ್ಕತ್ತಾ:: [702, 231, 761, 244]
- yogi-body-text: ನಮ್ಮ ಧರ್ಮ ಸುರಕ್ಷಿತವಾಗಿದ್ದರೆ ಮಾತ್ರ ನಾವು ಸುರಕ್ಷಿತವಾಗಿರಲು ಸಾಧ್ಯ ಎಂದು ಉತ್ತರ ಪ್ರದೇಶದ ಮುಖ್ಯಮಂತ್ರಿ ಯೋಗಿ ಆದಿತ್ಯನಾಥ್ ಹೇಳಿದ್ದಾರೆ. ಅಯೋಧ್ಯೆಯಲ್ಲಿ ನಡೆದ ರಾಮಾಯಣ ಮೇಳ ಉದ್ಘಾಟಿಸಿ ಮಾತನಾಡಿದ ಅವರು, ಸನಾತನ ಧರ್ಮ ಮಾನವೀಯತೆಯ ಧರ್ಮವಾಗಿದ್ದು, ಅದನ್ನು ರಕ್ಷಿಸುವುದು ಪ್ರತಿಯೊಬ್ಬರ ಕರ್ತವ್ಯ ಎಂದು ಹೇಳಿದರು. ಬಾಂಗ್ಲಾದೇಶದಲ್ಲಿ ಹಿಂದೂಗಳ ಮೇಲೆ ನಡೆಯುತ್ತಿರುವ ದೌರ್ಜನ್ಯವನ್ನು ಉಲ್ಲೇಖಿಸಿದ ಅವರು, ಒಗ್ಗಟ್ಟಿನಿಂದ ಇದ್ದರೆ ಮಾತ್ರ ಸುರಕ್ಷಿತವಾಗಿರಲು ಸಾಧ್ಯ ಎಂದರು. ಸಮಾಜವನ್ನು ಜಾತಿ ಹೆಸರಿನಲ್ಲಿ ವಿಭಜಿಸುವ ಪ್ರಯತ್ನಗಳನ್ನು ವಿಫಲಗೊಳಿಸಬೇಕು. 'ಏಕ್ ಹೈ ತೋ ಸೇಫ್ ಹೈ' ಎಂಬ ಸಂದೇಶವನ್ನು ಎಲ್ಲರೂ ಪಾಲಿಸಬೇಕು ಎಂದು ಕರೆ ನೀಡಿದರು.: [1212, 1402, 1512, 1507]
- iskcon-photo: [15, 97, 686, 490]
